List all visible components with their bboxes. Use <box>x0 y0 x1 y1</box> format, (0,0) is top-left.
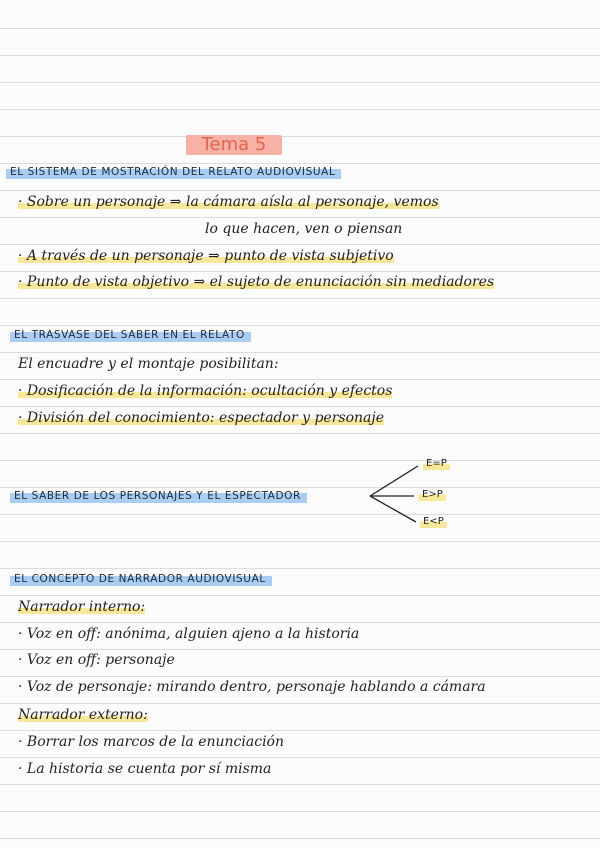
label-text: Narrador externo: <box>18 707 148 723</box>
list-item: · Voz en off: anónima, alguien ajeno a la historia <box>18 626 360 642</box>
section-heading-trasvase: EL TRASVASE DEL SABER EN EL RELATO <box>10 328 251 342</box>
relation-less: E<P <box>420 516 447 528</box>
relation-equal: E=P <box>423 458 450 470</box>
section-heading-mostracion: EL SISTEMA DE MOSTRACIÓN DEL RELATO AUDIOVISUAL <box>6 165 341 179</box>
page-title: Tema 5 <box>186 135 282 155</box>
label-text: Narrador interno: <box>18 599 146 615</box>
note-text: · Sobre un personaje ⇒ la cámara aísla al personaje, vemos <box>18 194 439 210</box>
list-item: · La historia se cuenta por sí misma <box>18 761 272 777</box>
note-intro: El encuadre y el montaje posibilitan: <box>18 356 279 372</box>
note-text: · División del conocimiento: espectador y personaje <box>18 410 384 426</box>
narrator-external-label <box>18 706 148 724</box>
list-item: · Borrar los marcos de la enunciación <box>18 734 284 750</box>
note-text: · A través de un personaje ⇒ punto de vista subjetivo <box>18 248 394 264</box>
relation-greater: E>P <box>419 489 446 501</box>
note-text: · Punto de vista objetivo ⇒ el sujeto de enunciación sin mediadores <box>18 274 495 290</box>
list-item: · Voz en off: personaje <box>18 652 175 668</box>
note-text: · Dosificación de la información: ocultación y efectos <box>18 383 393 399</box>
section-heading-narrador: EL CONCEPTO DE NARRADOR AUDIOVISUAL <box>10 572 272 586</box>
section-heading-saber: EL SABER DE LOS PERSONAJES Y EL ESPECTADOR <box>10 489 307 503</box>
note-line-continuation: lo que hacen, ven o piensan <box>205 221 403 237</box>
narrator-internal-label <box>18 598 145 616</box>
list-item: · Voz de personaje: mirando dentro, personaje hablando a cámara <box>18 679 486 695</box>
